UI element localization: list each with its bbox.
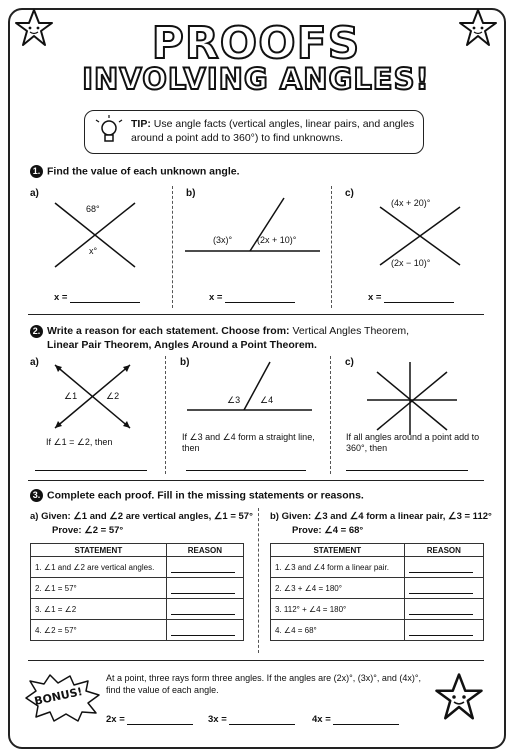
tip-text: Use angle facts (vertical angles, linear pairs, and angles around a point add to 360°) to find unknowns. (131, 118, 415, 144)
s1-part-b-letter: b) (186, 188, 196, 199)
lightbulb-icon (96, 117, 122, 147)
section-3-text: Complete each proof. Fill in the missing statements or reasons. (47, 489, 364, 502)
s2-a-answer-line[interactable] (35, 470, 147, 471)
s2-part-a-letter: a) (30, 357, 39, 368)
s1-b-angle-right: (2x + 10)° (257, 235, 297, 245)
s1-c-angle-bottom: (2x − 10)° (391, 258, 431, 268)
s1-part-c-letter: c) (345, 188, 354, 199)
s1-a-angle-top: 68° (86, 204, 100, 214)
table-row: 3. ∠1 = ∠2 (31, 599, 244, 620)
star-icon-bonus (434, 672, 484, 722)
s2-a-label-2: ∠2 (106, 391, 120, 401)
s1-a-diagram (40, 195, 160, 285)
section-3-heading (30, 489, 364, 502)
s3-b-proof-table (270, 543, 484, 641)
s2-part-c-letter: c) (345, 357, 354, 368)
s3-a-col-statement: STATEMENT (31, 544, 167, 557)
tip-box (84, 110, 424, 154)
s1-part-a-letter: a) (30, 188, 39, 199)
s2-c-statement: If all angles around a point add to 360°, then (346, 432, 480, 453)
title-line-2: INVOLVING ANGLES! (82, 62, 430, 96)
s2-c-diagram (362, 360, 462, 440)
s3-a-proof-table (30, 543, 244, 641)
s1-c-diagram (370, 195, 490, 285)
s2-a-diagram (45, 360, 145, 430)
s2-b-diagram (182, 360, 322, 430)
table-row: 2. ∠3 + ∠4 = 180° (271, 578, 484, 599)
s1-b-answer: x = (209, 292, 295, 303)
s2-b-statement: If ∠3 and ∠4 form a straight line, then (182, 432, 315, 453)
bonus-badge: BONUS! (33, 685, 84, 708)
table-row: 3. 112° + ∠4 = 180° (271, 599, 484, 620)
s3-b-col-statement: STATEMENT (271, 544, 405, 557)
section-1-text: Find the value of each unknown angle. (47, 165, 240, 178)
s2-b-label-2: ∠4 (260, 395, 274, 405)
s2-a-label-1: ∠1 (64, 391, 78, 401)
tip-label: TIP: (131, 118, 151, 130)
section-1-number: 1. (30, 165, 43, 178)
table-row: 4. ∠2 = 57° (31, 620, 244, 641)
section-2-text-normal: Vertical Angles Theorem, (289, 325, 409, 337)
s1-c-answer: x = (368, 292, 454, 303)
s3-a-given: a) Given: ∠1 and ∠2 are vertical angles, ∠1 = 57° (30, 511, 253, 522)
bonus-answer-2x: 2x = (106, 714, 193, 725)
s2-c-answer-line[interactable] (346, 470, 468, 471)
s1-c-angle-top: (4x + 20)° (391, 198, 431, 208)
section-1-heading (30, 165, 240, 178)
s2-part-b-letter: b) (180, 357, 190, 368)
table-row: 1. ∠1 and ∠2 are vertical angles. (31, 557, 244, 578)
table-row: 1. ∠3 and ∠4 form a linear pair. (271, 557, 484, 578)
s3-b-col-reason: REASON (404, 544, 483, 557)
s1-a-answer: x = (54, 292, 140, 303)
section-3-number: 3. (30, 489, 43, 502)
s2-b-label-1: ∠3 (227, 395, 241, 405)
bonus-answer-4x: 4x = (312, 714, 399, 725)
s1-b-diagram (180, 190, 330, 280)
title-line-1: PROOFS (151, 18, 361, 69)
s2-a-statement: If ∠1 = ∠2, then (46, 437, 113, 447)
s1-b-angle-left: (3x)° (213, 235, 233, 245)
table-row: 2. ∠1 = 57° (31, 578, 244, 599)
bonus-text: At a point, three rays form three angles. If the angles are (2x)°, (3x)°, and (4x)°, find the value of each angle. (106, 673, 421, 695)
s2-b-answer-line[interactable] (186, 470, 306, 471)
section-2-text-bold: Write a reason for each statement. Choose from: (47, 325, 290, 337)
s3-a-col-reason: REASON (166, 544, 243, 557)
section-2-text-line2: Linear Pair Theorem, Angles Around a Point Theorem. (47, 339, 317, 351)
s1-a-angle-x: x° (89, 246, 98, 256)
section-2-heading (30, 324, 480, 352)
section-2-number: 2. (30, 325, 43, 338)
bonus-answer-3x: 3x = (208, 714, 295, 725)
s3-b-given: b) Given: ∠3 and ∠4 form a linear pair, ∠3 = 112° (270, 511, 492, 522)
table-row: 4. ∠4 = 68° (271, 620, 484, 641)
s3-a-prove: Prove: ∠2 = 57° (52, 525, 124, 536)
s3-b-prove: Prove: ∠4 = 68° (292, 525, 364, 536)
